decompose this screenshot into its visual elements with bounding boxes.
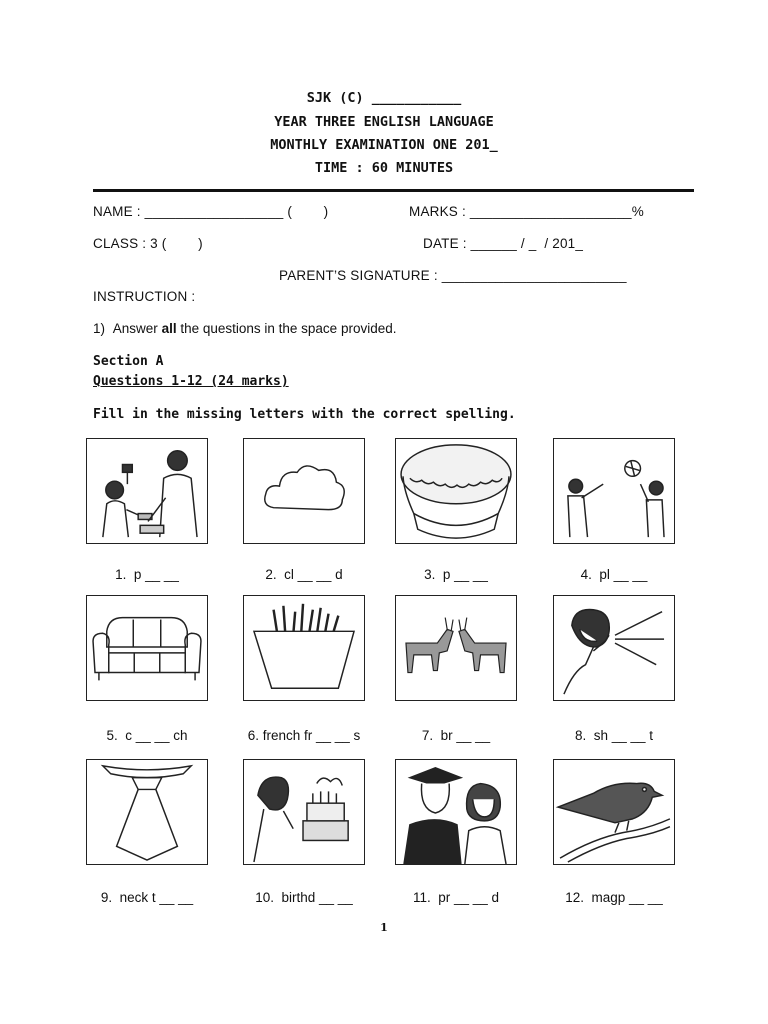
pie-icon [395, 438, 517, 544]
questions-range: Questions 1-12 (24 marks) [93, 374, 289, 389]
class-field[interactable]: CLASS : 3 ( ) [93, 236, 203, 251]
instruction-heading: INSTRUCTION : [93, 289, 196, 304]
item-caption-8: 8. sh __ __ t [574, 728, 654, 743]
section-title: Section A [93, 354, 164, 369]
school-heading: SJK (C) ___________ [306, 90, 462, 106]
item-caption-10: 10. birthd __ __ [255, 890, 353, 905]
parent-signature-field[interactable]: PARENT’S SIGNATURE : ________________________ [279, 268, 627, 283]
instruction-text-bold: all [161, 321, 177, 336]
exam-heading: MONTHLY EXAMINATION ONE 201_ [270, 137, 498, 153]
item-caption-1: 1. p __ __ [115, 567, 179, 582]
birthday-cake-icon [243, 759, 365, 865]
necktie-icon [86, 759, 208, 865]
name-field[interactable]: NAME : __________________ ( ) [93, 204, 329, 219]
item-caption-3: 3. p __ __ [424, 567, 488, 582]
item-caption-2: 2. cl __ __ d [265, 567, 343, 582]
item-caption-12: 12. magp __ __ [565, 890, 663, 905]
item-caption-5: 5. c __ __ ch [106, 728, 188, 743]
proud-graduate-icon [395, 759, 517, 865]
item-caption-9: 9. neck t __ __ [100, 890, 194, 905]
date-field[interactable]: DATE : ______ / _ / 201_ [423, 236, 584, 251]
direction-text: Fill in the missing letters with the correct spelling. [93, 407, 516, 422]
item-caption-6: 6. french fr __ __ s [247, 728, 361, 743]
donkeys-icon [395, 595, 517, 701]
item-caption-7: 7. br __ __ [421, 728, 491, 743]
boys-playing-ball-icon [553, 438, 675, 544]
couch-icon [86, 595, 208, 701]
header-rule [93, 189, 694, 192]
instruction-item [93, 321, 396, 336]
french-fries-icon [243, 595, 365, 701]
girl-shouting-icon [553, 595, 675, 701]
children-photo-icon [86, 438, 208, 544]
time-heading: TIME : 60 MINUTES [314, 160, 454, 176]
instruction-number: 1) [93, 321, 106, 336]
marks-field[interactable]: MARKS : _____________________% [409, 204, 644, 219]
instruction-text-pre: Answer [112, 321, 162, 336]
page-number: 1 [380, 921, 388, 934]
subject-heading: YEAR THREE ENGLISH LANGUAGE [274, 114, 494, 130]
item-caption-4: 4. pl __ __ [580, 567, 648, 582]
cloud-icon [243, 438, 365, 544]
magpie-icon [553, 759, 675, 865]
instruction-text-post: the questions in the space provided. [176, 321, 397, 336]
item-caption-11: 11. pr __ __ d [412, 890, 500, 905]
